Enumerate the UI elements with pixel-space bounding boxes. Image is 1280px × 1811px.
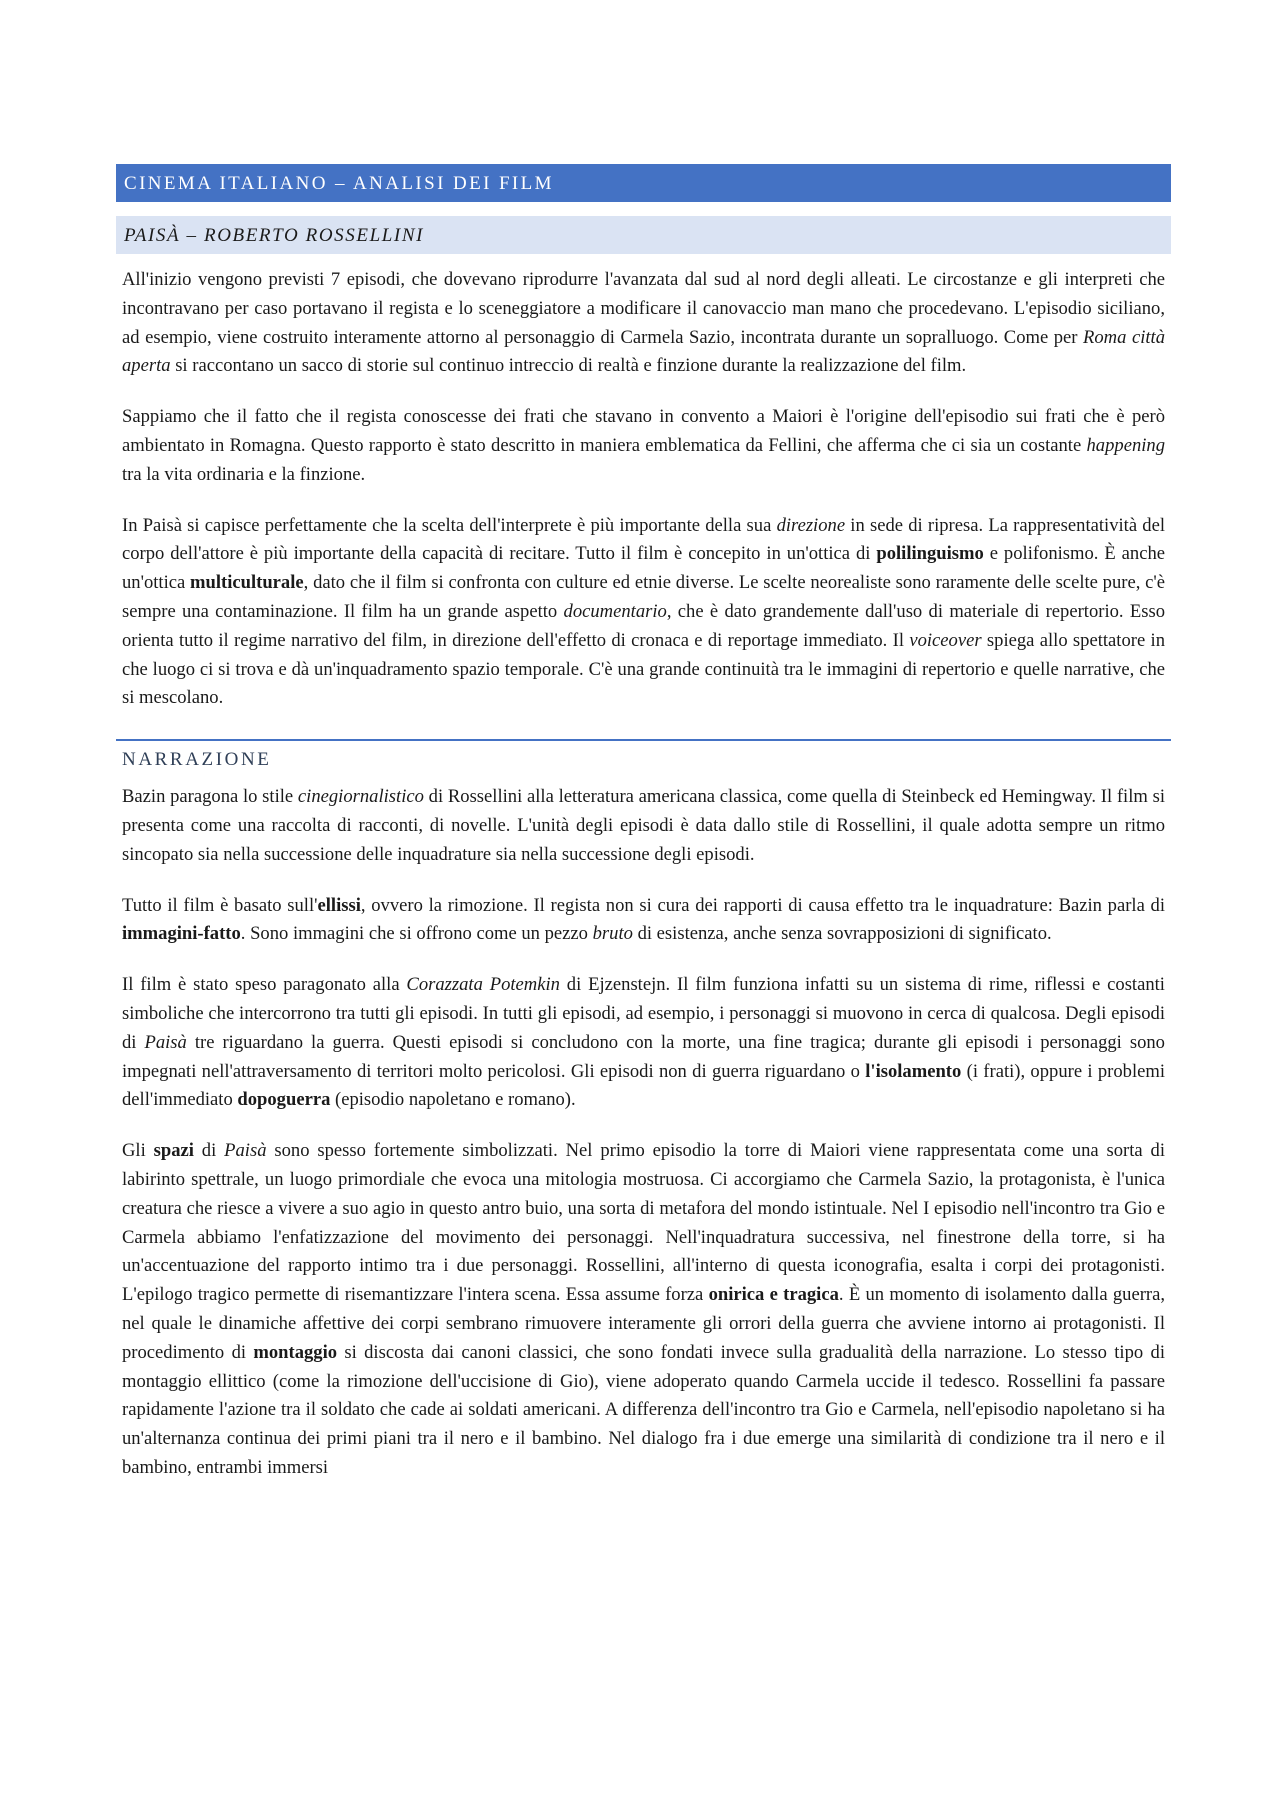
italic-term: bruto	[592, 923, 633, 945]
paragraph	[122, 266, 1165, 381]
bold-term: ellissi	[317, 894, 361, 916]
text-run: In Paisà si capisce perfettamente che la scelta dell'interprete è più importante della sua	[122, 514, 777, 536]
text-run: (episodio napoletano e romano).	[330, 1089, 576, 1111]
text-run: tre riguardano la guerra. Questi episodi si concludono con la morte, una fine tragica; durante gli episodi i personaggi sono impegnati nell'attraversamento di territori molto pericolosi. Gli episodi non di guerra riguardano o	[122, 1031, 1165, 1082]
italic-term: Paisà	[144, 1031, 187, 1053]
text-run: , che è dato grandemente dall'uso di materiale di repertorio. Esso orienta tutto il regime narrativo del film, in direzione dell'effetto di cronaca e di reportage immediato. Il	[122, 600, 1165, 651]
italic-term: direzione	[776, 514, 846, 536]
italic-term: Paisà	[224, 1140, 267, 1162]
bold-term: immagini-fatto	[122, 923, 241, 945]
bold-term: spazi	[153, 1140, 194, 1162]
text-run: Tutto il film è basato sull'	[122, 894, 318, 916]
document-page	[116, 164, 1171, 1483]
text-run: . Sono immagini che si offrono come un pezzo	[240, 923, 593, 945]
text-run: . È un momento di isolamento dalla guerra, nel quale le dinamiche affettive dei corpi sembrano rimuovere interamente gli orrori della guerra che avviene intorno ai protagonisti. Il procedimento di	[122, 1284, 1165, 1363]
text-run: , ovvero la rimozione. Il regista non si cura dei rapporti di causa effetto tra le inquadrature: Bazin parla di	[360, 894, 1165, 916]
paragraph	[122, 971, 1165, 1115]
bold-term: l'isolamento	[865, 1060, 962, 1082]
paragraph	[122, 892, 1165, 950]
bold-term: multiculturale	[190, 572, 304, 594]
paragraph	[122, 1137, 1165, 1483]
text-run: di Rossellini alla letteratura americana classica, come quella di Steinbeck ed Hemingway. Il film si presenta come una raccolta di racconti, di novelle. L'unità degli episodi è data dallo stile di Rossellini, il quale adotta sempre un ritmo sincopato sia nella successione delle inquadrature sia nella successione degli episodi.	[122, 786, 1165, 865]
text-run: tra la vita ordinaria e la finzione.	[122, 463, 366, 485]
italic-term: Roma città aperta	[122, 326, 1165, 377]
text-run: sono spesso fortemente simbolizzati. Nel primo episodio la torre di Maiori viene rappresentata come una sorta di labirinto spettrale, un luogo primordiale che evoca una mitologia mostruosa. Ci accorgiamo che Carmela Sazio, la protagonista, è l'unica creatura che riesce a vivere a suo agio in questo antro buio, una sorta di metafora del mondo istintuale. Nel I episodio nell'incontro tra Gio e Carmela abbiamo l'enfatizzazione del movimento dei personaggi. Nell'inquadratura successiva, nel finestrone della torre, si ha un'accentuazione del rapporto intimo tra i due personaggi. Rossellini, all'interno di questa iconografia, esalta i corpi dei protagonisti. L'epilogo tragico permette di risemantizzare l'intera scena. Essa assume forza	[122, 1140, 1165, 1306]
text-run: Gli	[122, 1140, 154, 1162]
text-run: Il film è stato speso paragonato alla	[122, 974, 407, 996]
paragraph	[122, 512, 1165, 714]
paragraph	[122, 403, 1165, 489]
intro-section	[116, 266, 1171, 713]
narrazione-section	[116, 783, 1171, 1483]
text-run: di	[193, 1140, 225, 1162]
bold-term: dopoguerra	[237, 1089, 331, 1111]
italic-term: Corazzata Potemkin	[406, 974, 560, 996]
text-run: (i frati), oppure i problemi dell'immediato	[122, 1060, 1165, 1111]
text-run: e polifonismo. È anche un'ottica	[122, 543, 1166, 594]
text-run: di esistenza, anche senza sovrapposizioni di significato.	[632, 923, 1052, 945]
text-run: Sappiamo che il fatto che il regista conoscesse dei frati che stavano in convento a Maiori è l'origine dell'episodio sui frati che è però ambientato in Romagna. Questo rapporto è stato descritto in maniera emblematica da Fellini, che afferma che ci sia un costante	[122, 406, 1165, 456]
bold-term: montaggio	[253, 1341, 338, 1363]
italic-term: cinegiornalistico	[297, 786, 424, 808]
bold-term: polilinguismo	[876, 543, 984, 565]
italic-term: happening	[1086, 434, 1165, 456]
text-run: si raccontano un sacco di storie sul continuo intreccio di realtà e finzione durante la realizzazione del film.	[170, 355, 967, 377]
bold-term: onirica e tragica	[708, 1284, 839, 1306]
text-run: si discosta dai canoni classici, che sono fondati invece sulla gradualità della narrazione. Lo stesso tipo di montaggio ellittico (come la rimozione dell'uccisione di Gio), viene adoperato quando Carmela uccide il tedesco. Rossellini fa passare rapidamente l'azione tra il soldato che cade ai soldati americani. A differenza dell'incontro tra Gio e Carmela, nell'episodio napoletano si ha un'alternanza continua dei primi piani tra il nero e il bambino. Nel dialogo fra i due emerge una similarità di condizione tra il nero e il bambino, entrambi immersi	[122, 1341, 1165, 1478]
italic-term: documentario	[563, 600, 667, 622]
section-heading: NARRAZIONE	[116, 739, 1171, 773]
text-run: , dato che il film si confronta con culture ed etnie diverse. Le scelte neorealiste sono raramente delle scelte pure, c'è sempre una contaminazione. Il film ha un grande aspetto	[122, 572, 1165, 622]
text-run: spiega allo spettatore in che luogo ci si trova e dà un'inquadramento spazio temporale. C'è una grande continuità tra le immagini di repertorio e quelle narrative, che si mescolano.	[122, 629, 1165, 709]
text-run: in sede di ripresa. La rappresentatività del corpo dell'attore è più importante della capacità di recitare. Tutto il film è concepito in un'ottica di	[122, 514, 1166, 565]
text-run: All'inizio vengono previsti 7 episodi, che dovevano riprodurre l'avanzata dal sud al nord degli alleati. Le circostanze e gli interpreti che incontravano per caso portavano il regista e lo sceneggiatore a modificare il canovaccio man mano che procedevano. L'episodio siciliano, ad esempio, viene costruito interamente attorno al personaggio di Carmela Sazio, incontrata durante un sopralluogo. Come per	[122, 269, 1165, 348]
text-run: di Ejzenstejn. Il film funziona infatti su un sistema di rime, riflessi e costanti simboliche che intercorrono tra tutti gli episodi. In tutti gli episodi, ad esempio, i personaggi si muovono in cerca di qualcosa. Degli episodi di	[122, 974, 1165, 1053]
text-run: Bazin paragona lo stile	[122, 786, 298, 808]
italic-term: voiceover	[909, 629, 982, 651]
document-subtitle: PAISÀ – ROBERTO ROSSELLINI	[116, 216, 1171, 254]
paragraph	[122, 783, 1165, 869]
document-title: CINEMA ITALIANO – ANALISI DEI FILM	[116, 164, 1171, 202]
